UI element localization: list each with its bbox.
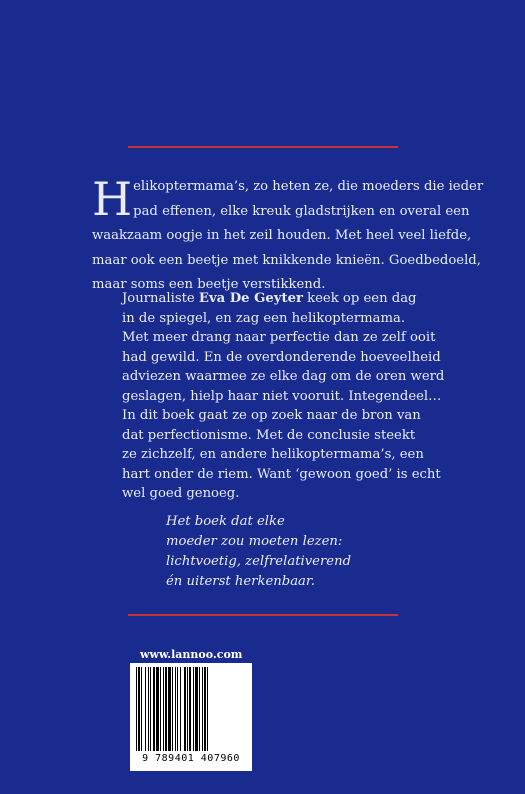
isbn-number: 9 789401 407960 bbox=[142, 753, 240, 764]
body-line: In dit boek gaat ze op zoek naar de bron van bbox=[122, 408, 421, 423]
barcode-bar bbox=[138, 667, 140, 751]
quote-line: Het boek dat elke bbox=[166, 514, 285, 529]
quote-line: én uiterst herkenbaar. bbox=[166, 574, 315, 589]
barcode-bar bbox=[136, 667, 137, 751]
quote-line: moeder zou moeten lezen: bbox=[166, 534, 343, 549]
barcode-bar bbox=[193, 667, 194, 751]
author-name: Eva De Geyter bbox=[198, 291, 303, 306]
barcode-bar bbox=[145, 667, 146, 751]
barcode-bar bbox=[150, 667, 151, 751]
body-line: dat perfectionisme. Met de conclusie steekt bbox=[122, 427, 416, 443]
body-line: Met meer drang naar perfectie dan ze zelf ooit bbox=[122, 330, 436, 345]
intro-line: elikoptermama’s, zo heten ze, die moeders die ieder bbox=[133, 179, 484, 194]
body-line: geslagen, hielp haar niet vooruit. Integendeel… bbox=[122, 388, 442, 404]
body-prefix: Journaliste bbox=[122, 291, 199, 306]
blurb-quote bbox=[166, 512, 426, 592]
barcode-bar bbox=[195, 667, 198, 751]
intro-line: pad effenen, elke kreuk gladstrijken en overal een bbox=[133, 203, 470, 219]
barcode-bar bbox=[202, 667, 203, 751]
barcode-bar bbox=[168, 667, 171, 751]
barcode bbox=[130, 663, 252, 771]
barcode-bar bbox=[184, 667, 186, 751]
barcode-bar bbox=[148, 667, 149, 751]
barcode-bars bbox=[134, 667, 248, 751]
divider-bottom bbox=[128, 614, 398, 616]
body-suffix: keek op een dag bbox=[302, 291, 417, 306]
barcode-bar bbox=[180, 667, 181, 751]
barcode-bar bbox=[199, 667, 200, 751]
barcode-bar bbox=[207, 667, 208, 751]
barcode-bar bbox=[175, 667, 176, 751]
barcode-bar bbox=[172, 667, 173, 751]
barcode-bar bbox=[153, 667, 155, 751]
intro-paragraph bbox=[92, 172, 484, 298]
barcode-bar bbox=[156, 667, 159, 751]
body-line: had gewild. En de overdonderende hoeveelheid bbox=[122, 349, 441, 365]
barcode-bar bbox=[189, 667, 191, 751]
barcode-bar bbox=[204, 667, 206, 751]
publisher-url: www.lannoo.com bbox=[140, 648, 243, 661]
intro-line: maar ook een beetje met knikkende knieën. Goedbedoeld, bbox=[92, 252, 481, 268]
barcode-bar bbox=[141, 667, 142, 751]
body-line-first bbox=[122, 289, 422, 309]
barcode-bar bbox=[160, 667, 161, 751]
intro-line: maar soms een beetje verstikkend. bbox=[92, 277, 326, 292]
drop-cap: H bbox=[92, 172, 133, 226]
body-line: ze zichzelf, en andere helikoptermama’s, een bbox=[122, 447, 424, 462]
barcode-bar bbox=[187, 667, 188, 751]
divider-top bbox=[128, 146, 398, 148]
body-line: adviezen waarmee ze elke dag om de oren werd bbox=[122, 369, 445, 384]
body-paragraph bbox=[122, 289, 445, 504]
barcode-bar bbox=[163, 667, 164, 751]
quote-line: lichtvoetig, zelfrelativerend bbox=[166, 554, 352, 569]
barcode-bar bbox=[165, 667, 167, 751]
body-line: in de spiegel, en zag een helikoptermama. bbox=[122, 310, 406, 326]
barcode-bar bbox=[177, 667, 178, 751]
body-line: wel goed genoeg. bbox=[122, 486, 240, 501]
body-line: hart onder de riem. Want ‘gewoon goed’ is echt bbox=[122, 466, 441, 482]
intro-line: waakzaam oogje in het zeil houden. Met heel veel liefde, bbox=[92, 228, 472, 243]
